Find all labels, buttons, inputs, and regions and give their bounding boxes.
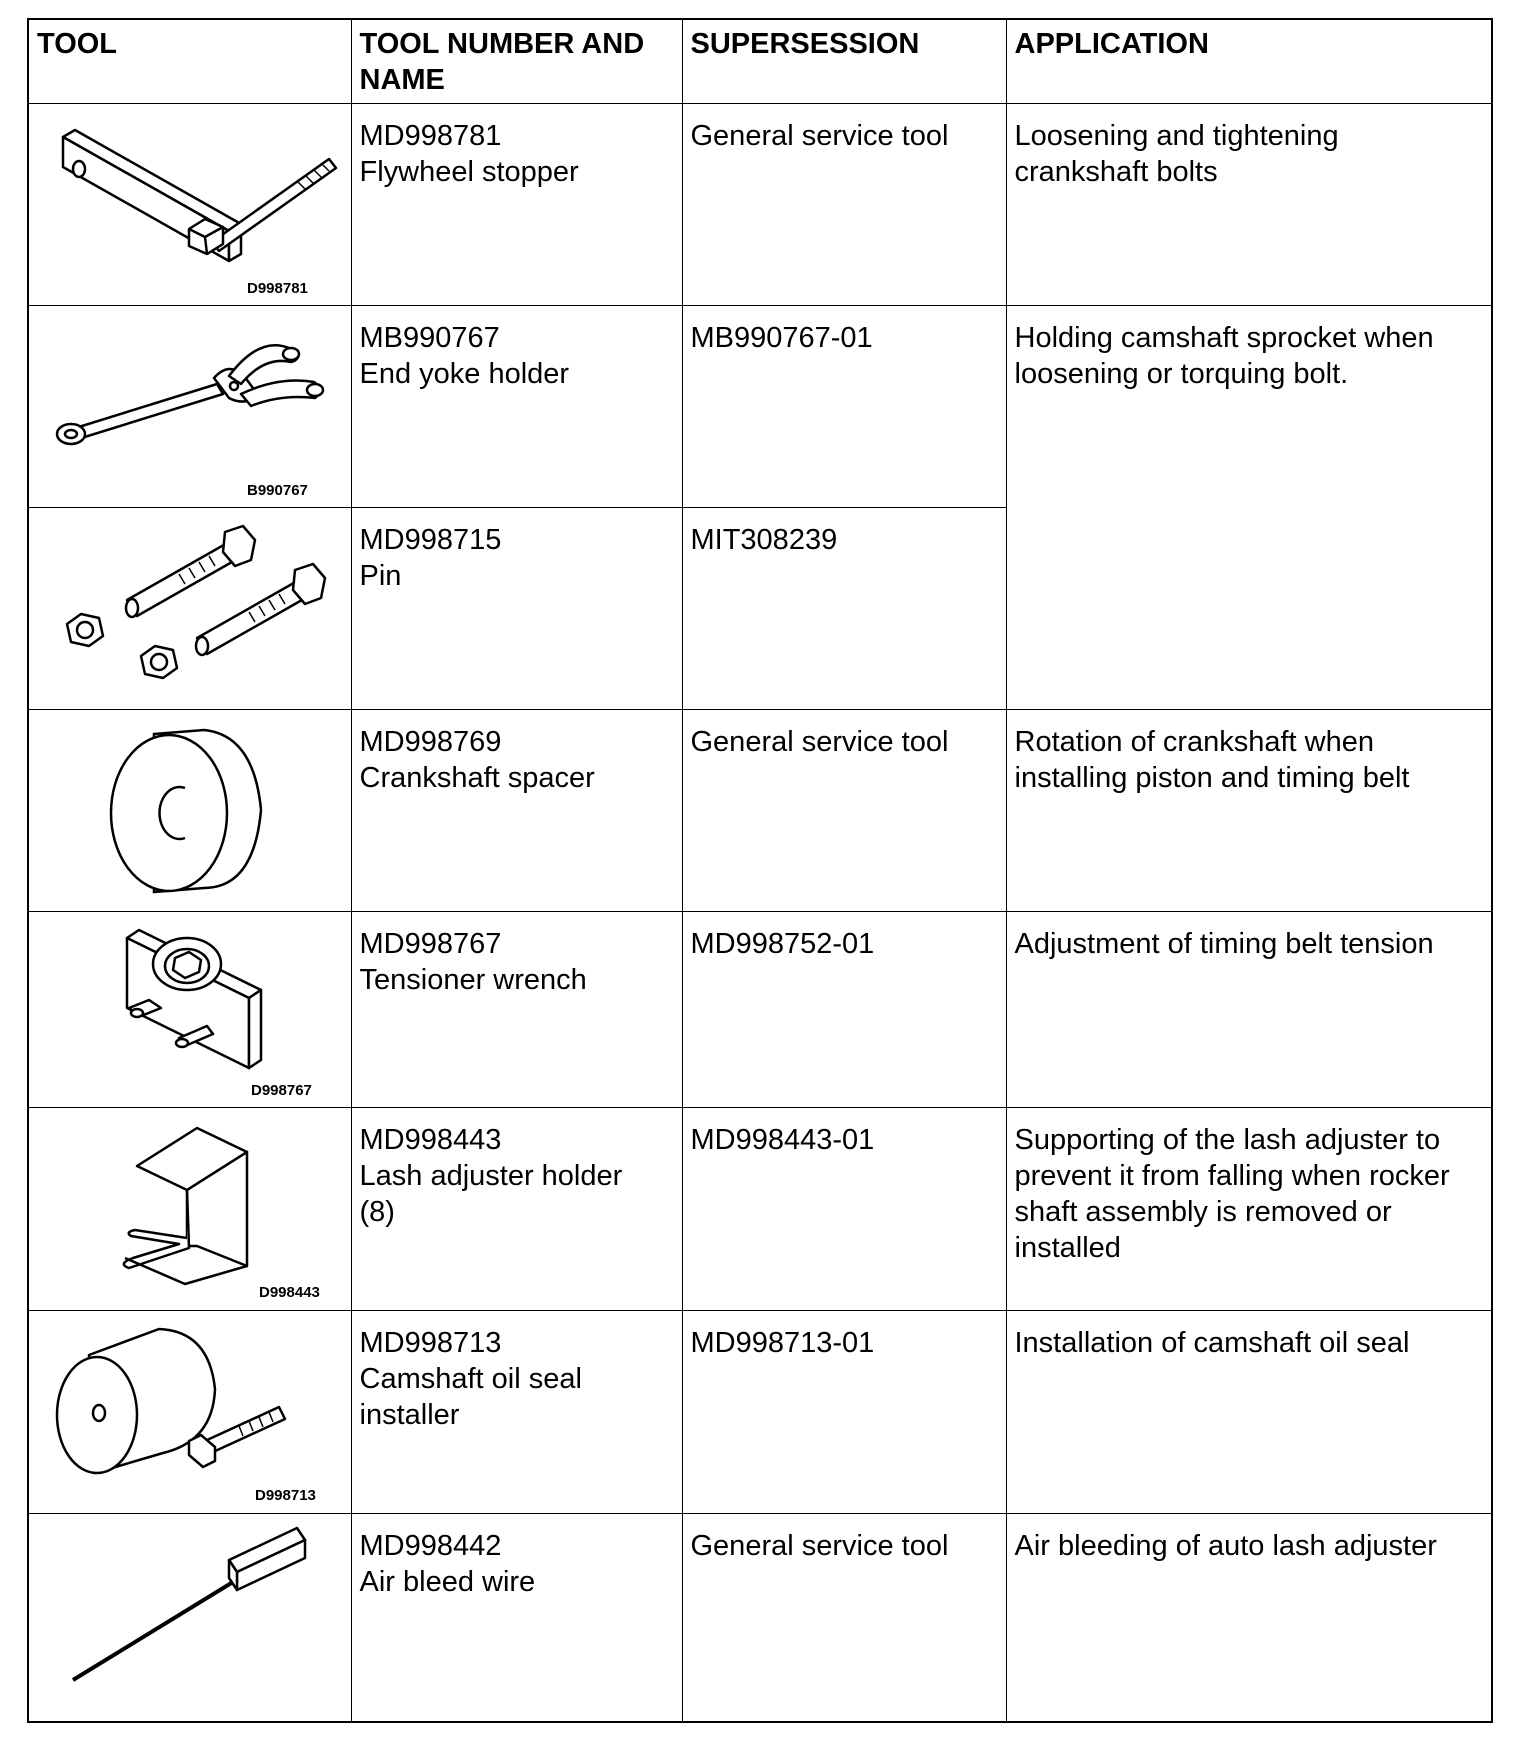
supersession-value: General service tool xyxy=(690,1529,949,1562)
application-text: Supporting of the lash adjuster to xyxy=(1014,1123,1441,1156)
tool-image-cell xyxy=(28,1107,351,1310)
table-row xyxy=(28,911,1492,1107)
supersession-value: MIT308239 xyxy=(690,523,838,556)
supersession-cell xyxy=(682,709,1006,911)
tool-code: B990767 xyxy=(247,481,308,499)
table-header-row xyxy=(28,19,1492,103)
table-row xyxy=(28,1107,1492,1310)
application-cell xyxy=(1006,305,1492,709)
supersession-cell xyxy=(682,1310,1006,1513)
tool-name: installer xyxy=(359,1398,460,1431)
tool-code: D998713 xyxy=(255,1486,316,1504)
tool-name: Pin xyxy=(359,559,402,592)
supersession-cell xyxy=(682,1107,1006,1310)
application-text: Loosening and tightening xyxy=(1014,119,1339,152)
table-row xyxy=(28,305,1492,507)
application-text: Holding camshaft sprocket when xyxy=(1014,321,1434,354)
supersession-cell xyxy=(682,1513,1006,1722)
table-row xyxy=(28,103,1492,305)
tool-name: Tensioner wrench xyxy=(359,963,587,996)
table-row xyxy=(28,709,1492,911)
pin-icon xyxy=(29,508,352,710)
tool-name: (8) xyxy=(359,1195,395,1228)
tool-code: D998781 xyxy=(247,279,308,297)
tool-number-name-cell xyxy=(351,103,682,305)
application-cell xyxy=(1006,103,1492,305)
tensioner-wrench-icon xyxy=(29,912,352,1108)
application-cell xyxy=(1006,1513,1492,1722)
tool-code: D998767 xyxy=(251,1081,312,1099)
tool-number-name-cell xyxy=(351,507,682,709)
tool-number-name-cell xyxy=(351,911,682,1107)
application-cell xyxy=(1006,911,1492,1107)
tool-name: End yoke holder xyxy=(359,357,570,390)
application-text: loosening or torquing bolt. xyxy=(1014,357,1349,390)
tool-number: MB990767 xyxy=(359,321,500,354)
tool-code: D998443 xyxy=(259,1283,320,1301)
tool-number: MD998769 xyxy=(359,725,502,758)
tool-image-cell xyxy=(28,305,351,507)
tool-number-name-cell xyxy=(351,1310,682,1513)
tool-number: MD998443 xyxy=(359,1123,502,1156)
header-tool: TOOL xyxy=(28,19,351,103)
supersession-value: MD998752-01 xyxy=(690,927,875,960)
tool-image-cell xyxy=(28,709,351,911)
header-tool-number-and-name: TOOL NUMBER AND NAME xyxy=(351,19,682,103)
table-row xyxy=(28,1513,1492,1722)
tool-number: MD998713 xyxy=(359,1326,502,1359)
application-text: shaft assembly is removed or xyxy=(1014,1195,1392,1228)
application-text: Installation of camshaft oil seal xyxy=(1014,1326,1410,1359)
tool-image-cell xyxy=(28,1310,351,1513)
tool-name: Air bleed wire xyxy=(359,1565,536,1598)
camshaft-oil-seal-installer-icon xyxy=(29,1311,352,1514)
table-row xyxy=(28,1310,1492,1513)
air-bleed-wire-icon xyxy=(29,1514,352,1723)
tool-number-name-cell xyxy=(351,709,682,911)
application-text: installed xyxy=(1014,1231,1121,1264)
tool-number-name-cell xyxy=(351,1513,682,1722)
tool-name: Flywheel stopper xyxy=(359,155,579,188)
application-text: Adjustment of timing belt tension xyxy=(1014,927,1434,960)
tool-number-name-cell xyxy=(351,1107,682,1310)
special-tools-table xyxy=(27,18,1493,1723)
supersession-value: MB990767-01 xyxy=(690,321,873,354)
application-text: prevent it from falling when rocker xyxy=(1014,1159,1450,1192)
supersession-cell xyxy=(682,103,1006,305)
application-text: Rotation of crankshaft when xyxy=(1014,725,1374,758)
supersession-cell xyxy=(682,305,1006,507)
tool-number: MD998715 xyxy=(359,523,502,556)
tool-number: MD998442 xyxy=(359,1529,502,1562)
tool-number-name-cell xyxy=(351,305,682,507)
application-text: crankshaft bolts xyxy=(1014,155,1218,188)
crankshaft-spacer-icon xyxy=(29,710,352,912)
application-cell xyxy=(1006,1107,1492,1310)
supersession-value: General service tool xyxy=(690,725,949,758)
tool-image-cell xyxy=(28,103,351,305)
application-cell xyxy=(1006,709,1492,911)
tool-image-cell xyxy=(28,911,351,1107)
application-text: Air bleeding of auto lash adjuster xyxy=(1014,1529,1437,1562)
header-supersession: SUPERSESSION xyxy=(682,19,1006,103)
supersession-value: General service tool xyxy=(690,119,949,152)
application-cell xyxy=(1006,1310,1492,1513)
tool-number: MD998767 xyxy=(359,927,502,960)
application-text: installing piston and timing belt xyxy=(1014,761,1410,794)
tool-name: Lash adjuster holder xyxy=(359,1159,623,1192)
tool-image-cell xyxy=(28,1513,351,1722)
supersession-cell xyxy=(682,507,1006,709)
tool-number: MD998781 xyxy=(359,119,502,152)
supersession-cell xyxy=(682,911,1006,1107)
lash-adjuster-holder-icon xyxy=(29,1108,352,1311)
flywheel-stopper-icon xyxy=(29,104,352,306)
tool-name: Camshaft oil seal xyxy=(359,1362,582,1395)
tool-name: Crankshaft spacer xyxy=(359,761,595,794)
supersession-value: MD998713-01 xyxy=(690,1326,875,1359)
end-yoke-holder-icon xyxy=(29,306,352,508)
tool-image-cell xyxy=(28,507,351,709)
supersession-value: MD998443-01 xyxy=(690,1123,875,1156)
header-application: APPLICATION xyxy=(1006,19,1492,103)
